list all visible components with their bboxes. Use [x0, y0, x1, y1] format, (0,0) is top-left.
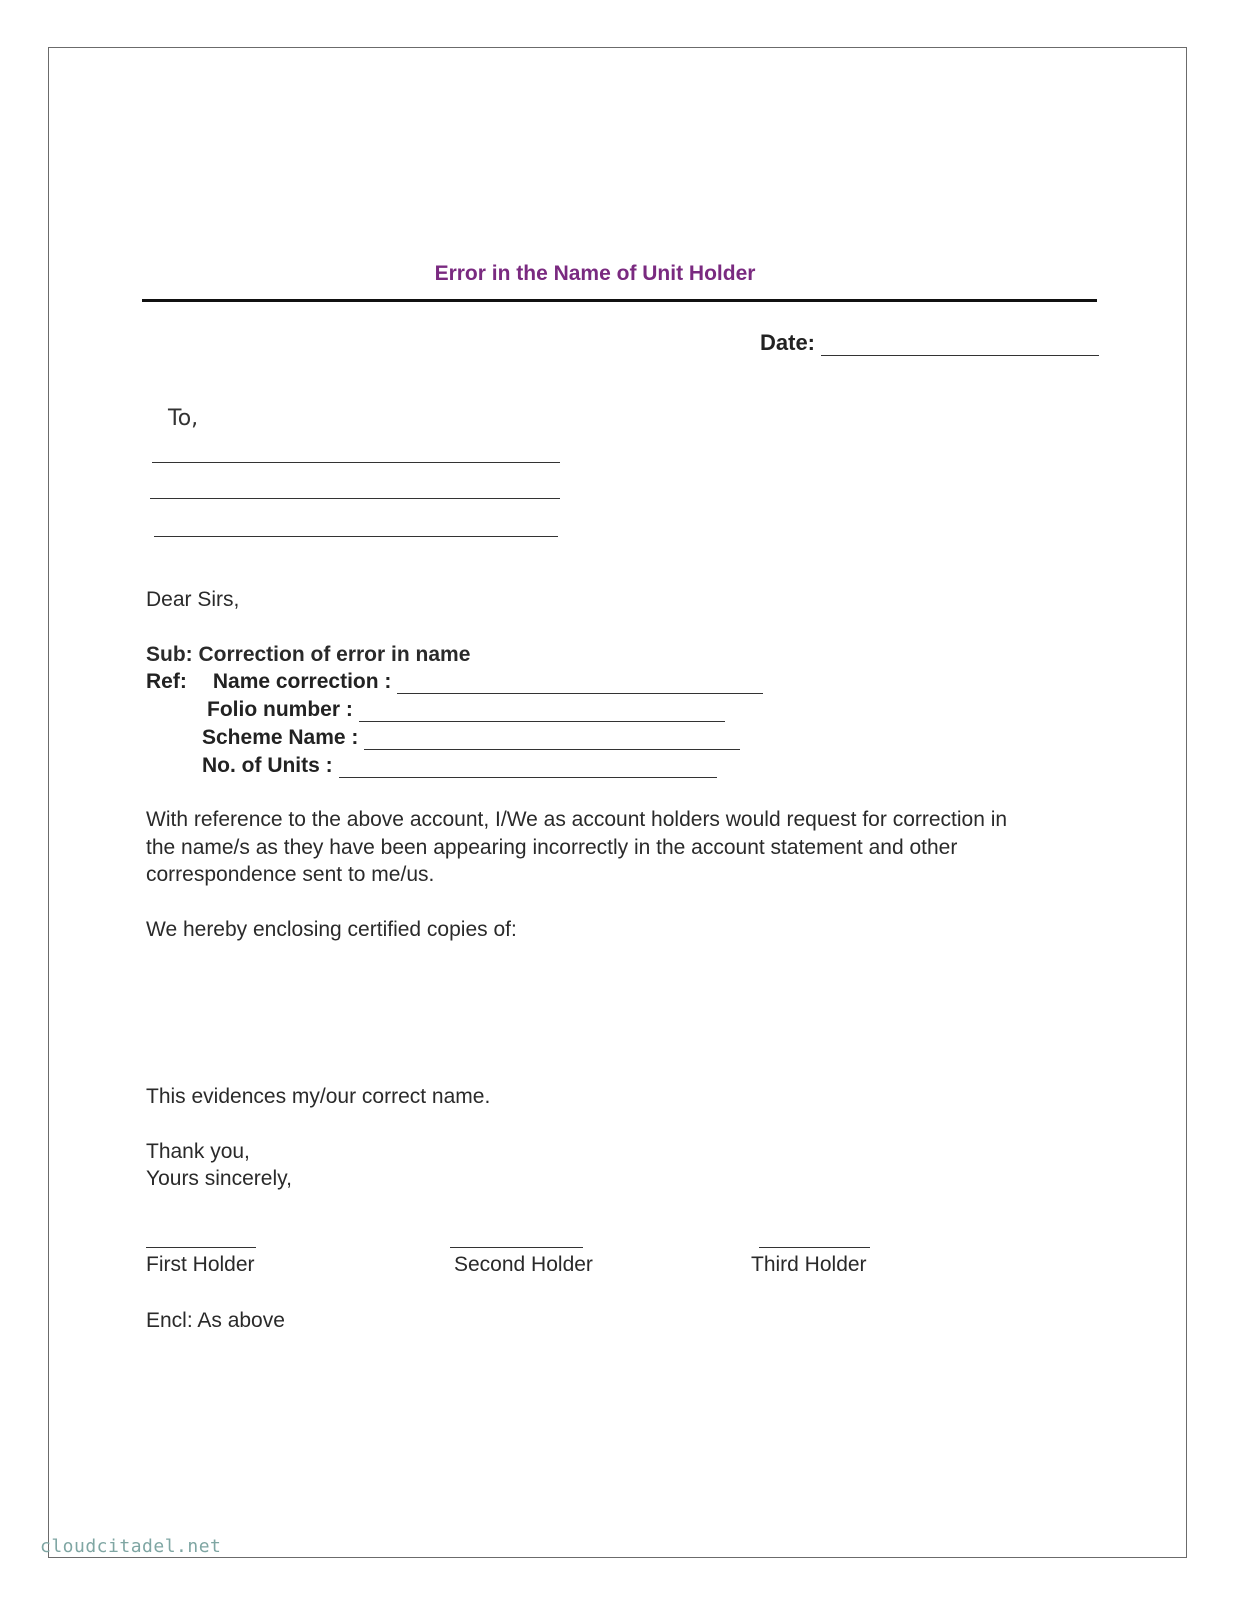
- name-correction-blank: [397, 673, 763, 694]
- first-holder-signature-line: [146, 1247, 256, 1248]
- second-holder-signature-line: [450, 1247, 583, 1248]
- first-holder-label: First Holder: [146, 1253, 255, 1276]
- scheme-name-blank: [364, 729, 740, 750]
- date-label: Date:: [760, 330, 816, 355]
- ref-label: Ref:: [146, 670, 187, 693]
- address-line-2: [150, 498, 560, 499]
- second-holder-label: Second Holder: [454, 1253, 593, 1276]
- salutation: Dear Sirs,: [146, 588, 240, 611]
- title-divider: [142, 299, 1097, 302]
- document-title: Error in the Name of Unit Holder: [434, 262, 756, 285]
- no-of-units-label: No. of Units :: [202, 754, 333, 777]
- ref-scheme-row: [202, 726, 740, 750]
- scheme-name-label: Scheme Name :: [202, 726, 359, 749]
- ref-folio-row: [207, 698, 725, 722]
- no-of-units-blank: [339, 757, 717, 778]
- ref-name-correction-row: [146, 670, 763, 694]
- date-blank-line: [821, 335, 1099, 356]
- folio-number-label: Folio number :: [207, 698, 353, 721]
- enclosing-paragraph: We hereby enclosing certified copies of:: [146, 918, 517, 941]
- name-correction-label: Name correction :: [212, 670, 392, 693]
- watermark-text: cloudcitadel.net: [40, 1536, 222, 1557]
- date-field: [760, 330, 1099, 356]
- request-paragraph: With reference to the above account, I/We as account holders would request for correction in the name/s as they have been appearing incorrectly in the account statement and other correspondence sent to me/us.: [146, 808, 1008, 886]
- address-line-3: [154, 536, 558, 537]
- closing-sincerely: Yours sincerely,: [146, 1167, 292, 1190]
- third-holder-label: Third Holder: [751, 1253, 867, 1276]
- address-line-1: [152, 462, 560, 463]
- closing-thanks: Thank you,: [146, 1140, 250, 1163]
- ref-units-row: [202, 754, 717, 778]
- subject-line: Sub: Correction of error in name: [146, 643, 471, 666]
- enclosure-note: Encl: As above: [146, 1309, 285, 1332]
- third-holder-signature-line: [759, 1247, 870, 1248]
- to-label: To,: [168, 406, 199, 431]
- evidence-paragraph: This evidences my/our correct name.: [146, 1085, 491, 1108]
- folio-number-blank: [359, 701, 725, 722]
